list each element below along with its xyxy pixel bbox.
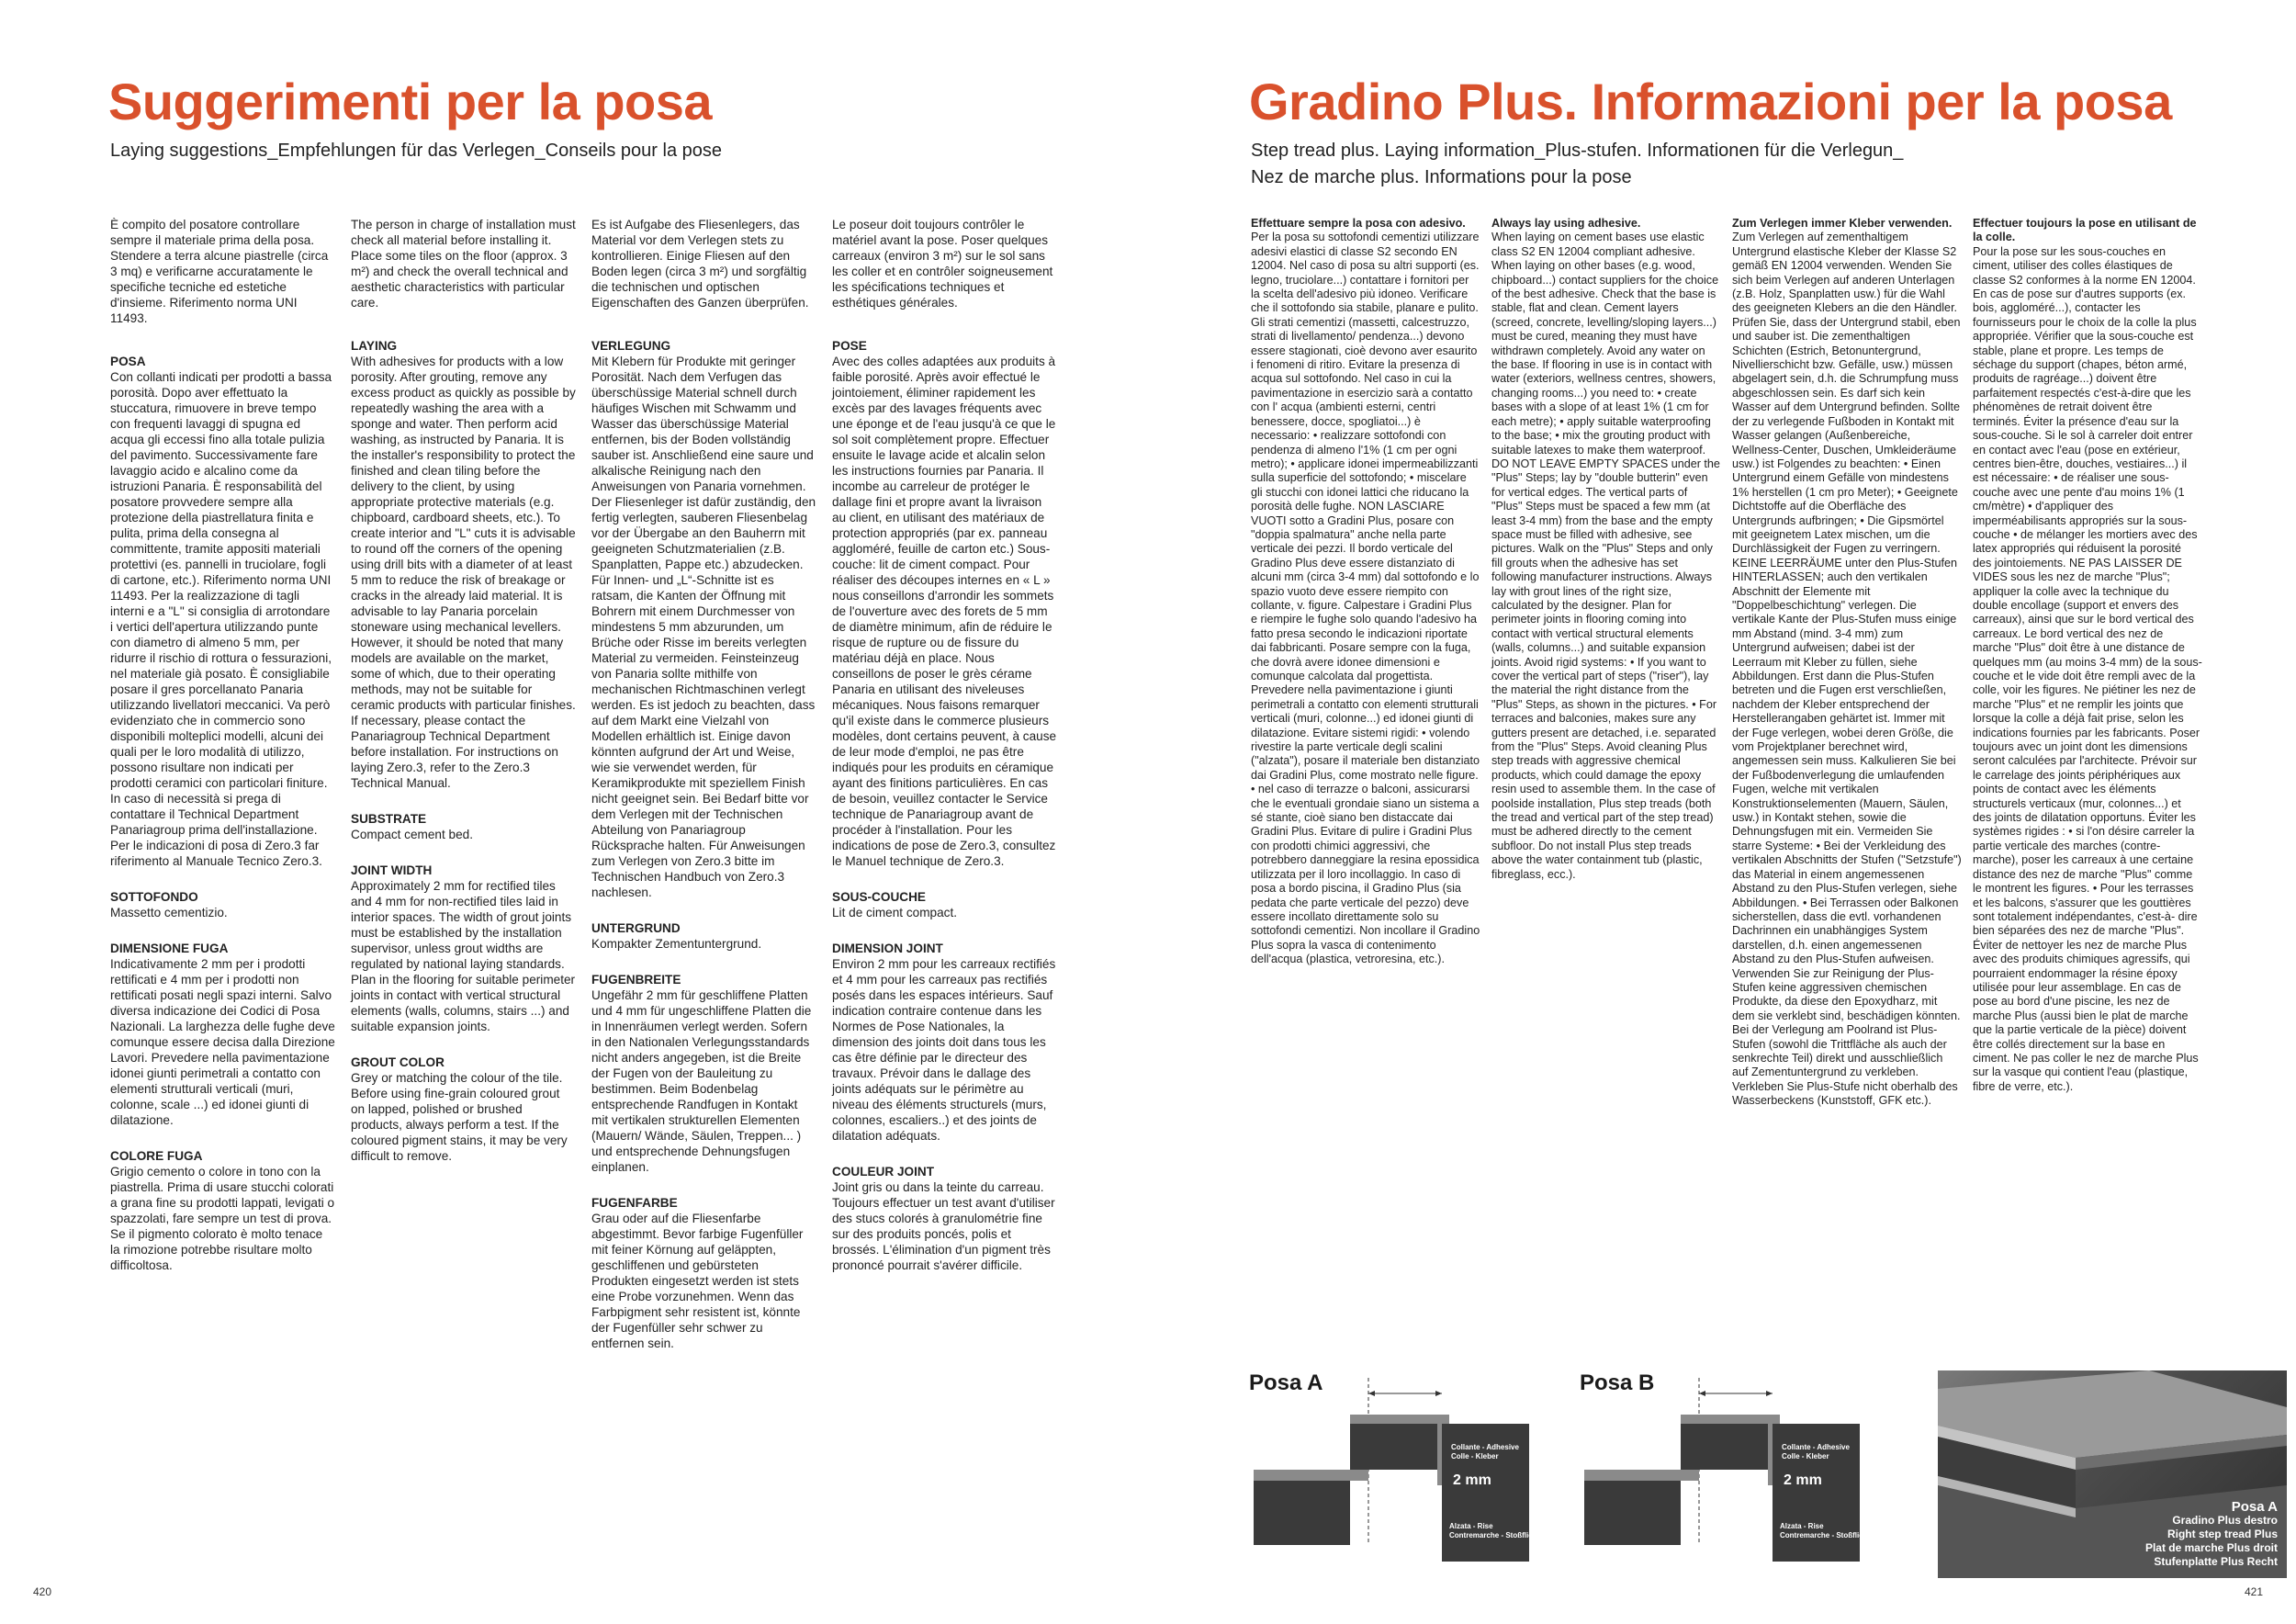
page-title: Suggerimenti per la posa <box>108 73 713 130</box>
column-french <box>832 217 1057 1273</box>
section-text: Mit Klebern für Produkte mit geringer Porosität. Nach dem Verfugen das überschüssige Material schnell durch häufiges Wischen mit Schwamm und Wasser das überschüssige Material entfernen, bis der Boden vollständig sauber ist. Anschließend eine saure und alkalische Reinigung nach den Anweisungen von Panaria vornehmen. Der Fliesenleger ist dafür zuständig, den fertig verlegten, sauberen Fliesenbelag vor der Übergabe an den Bauherrn mit geeigneten Schutzmaterialien (z.B. Spanplatten, Pappe etc.) abzudecken. Für Innen- und „L“-Schnitte ist es ratsam, die Kanten der Öffnung mit Bohrern mit einem Durchmesser von mindestens 5 mm abzurunden, um Brüche oder Risse im bereits verlegten Material zu vermeiden. Feinsteinzeug von Panaria sollte mithilfe von mechanischen Richtmaschinen verlegt werden. Es ist jedoch zu beachten, dass auf dem Markt eine Vielzahl von Modellen erhältlich ist. Einige davon könnten aufgrund der Art und Weise, wie sie verwendet werden, für Keramikprodukte mit speziellem Finish nicht geeignet sein. Bei Bedarf bitte vor dem Verlegen mit der Technischen Abteilung von Panariagroup Rücksprache halten. Für Anweisungen zum Verlegen von Zero.3 bitte im Technischen Handbuch von Zero.3 nachlesen. <box>591 355 816 899</box>
page-subtitle: Laying suggestions_Empfehlungen für das Verlegen_Conseils pour la pose <box>110 141 723 161</box>
column-english <box>1491 217 1721 882</box>
intro-text: The person in charge of installation must check all material before installing it. Place some tiles on the floor (approx. 3 m²) and check the overall technical and aesthetic characteristics with particular care. <box>351 218 576 310</box>
column-italian <box>1251 217 1480 967</box>
section-heading: UNTERGRUND <box>591 921 681 935</box>
gap-label: 2 mm <box>1784 1472 1822 1488</box>
adhesive-label: Colle - Kleber <box>1451 1452 1499 1460</box>
intro-text: Es ist Aufgabe des Fliesenlegers, das Material vor dem Verlegen stets zu kontrollieren. Einige Fliesen auf den Boden legen (circa 3 m²) und sorgfältig die technischen und optischen Eigenschaften des Ganzen überprüfen. <box>591 218 809 310</box>
section-text: Massetto cementizio. <box>110 906 228 919</box>
section-heading: COULEUR JOINT <box>832 1165 935 1179</box>
column-text: When laying on cement bases use elastic class S2 EN 12004 compliant adhesive. When laying on other bases (e.g. wood, chipboard...) contact suppliers for the choice of the best adhesive. Check that the base is stable, flat and clean. Cement layers (screed, concrete, levelling/sloping layers...) must be cured, meaning they must have withdrawn completely. Avoid any water on the base. If flooring in use is in contact with water (exteriors, wellness centres, showers, changing rooms...) you need to: • create bases with a slope of at least 1% (1 cm for each metre); • apply suitable waterproofing to the base; • mix the grouting product with suitable latexes to make them waterproof. DO NOT LEAVE EMPTY SPACES under the "Plus" Steps; lay by "double butterin" even for vertical edges. The vertical parts of "Plus" Steps must be spaced a few mm (at least 3-4 mm) from the base and the empty space must be filled with adhesive, see pictures. Walk on the "Plus" Steps and only fill grouts when the adhesive has set following manufacturer instructions. Always lay with grout lines of the right size, calculated by the designer. Plan for perimeter joints in flooring coming into contact with vertical structural elements (walls, columns...) and suitable expansion joints. Avoid rigid systems: • If you want to cover the vertical part of steps ("riser"), lay the material the right distance from the "Plus" Steps, as shown in the pictures. • For terraces and balconies, makes sure any gutters present are detached, i.e. separated from the "Plus" Steps. Avoid cleaning Plus step treads with aggressive chemical products, which could damage the epoxy resin used to assemble them. In the case of poolside installation, Plus step treads (both the tread and vertical part of the step tread) must be adhered directly to the cement subfloor. Do not install Plus step treads above the water containment tub (plastic, fibreglass, ecc.). <box>1491 231 1720 881</box>
section-heading: GROUT COLOR <box>351 1055 445 1069</box>
page-number: 421 <box>2244 1585 2263 1598</box>
page-title: Gradino Plus. Informazioni per la posa <box>1249 73 2172 130</box>
section-text: Joint gris ou dans la teinte du carreau. Toujours effectuer un test avant d'utiliser des stucs colorés à granulométrie fine sur des produits poncés, polis et brossés. L'élimination d'un pigment très prononcé pourrait s'avérer difficile. <box>832 1180 1055 1272</box>
step-photo <box>1938 1370 2287 1578</box>
column-german <box>1732 217 1962 1109</box>
section-text: Con collanti indicati per prodotti a bassa porosità. Dopo aver effettuato la stuccatura, rimuovere in breve tempo con frequenti lavaggi di spugna ed acqua gli eccessi fino alla totale pulizia del pavimento. Successivamente fare lavaggio acido e alcalino come da istruzioni Panaria. È responsabilità del posatore provvedere sempre alla protezione della piastrellatura finita e pulita, prima della consegna al committente, tramite appositi materiali protettivi (es. pannelli in truciolare, fogli di cartone, etc.). Riferimento norma UNI 11493. Per la realizzazione di tagli interni e a "L" si consiglia di arrotondare i vertici dell'apertura utilizzando punte con diametro di almeno 5 mm, per ridurre il rischio di rottura o fessurazioni, nel materiale già posato. È consigliabile posare il gres porcellanato Panaria utilizzando livellatori meccanici. Va però evidenziato che in commercio sono disponibili molteplici modelli, alcuni dei quali per le loro modalità di utilizzo, possono risultare non indicati per prodotti ceramici con particolari finiture. In caso di necessità si prega di contattare il Technical Department Panariagroup prima dell'installazione. Per le indicazioni di posa di Zero.3 far riferimento al Manuale Tecnico Zero.3. <box>110 370 332 868</box>
section-text: Ungefähr 2 mm für geschliffene Platten und 4 mm für ungeschliffene Platten die in Innenräumen verlegt werden. Sofern in den Nationalen Verlegungsstandards nicht anders angegeben, ist die Breite der Fugen von der Bauleitung zu bestimmen. Beim Bodenbelag entsprechende Randfugen in Kontakt mit vertikalen strukturellen Elementen (Mauern/ Wände, Säulen, Treppen... ) und entsprechende Dehnungsfugen einplanen. <box>591 988 812 1174</box>
adhesive-label: Colle - Kleber <box>1782 1452 1829 1460</box>
section-text: Grigio cemento o colore in tono con la piastrella. Prima di usare stucchi colorati a grana fine su prodotti lappati, levigati o spazzolati, fare sempre un test di prova. Se il pigmento colorato è molto tenace la rimozione potrebbe risultare molto difficoltosa. <box>110 1165 335 1272</box>
diagram-posa-a <box>1249 1370 1552 1563</box>
section-text: Approximately 2 mm for rectified tiles and 4 mm for non-rectified tiles laid in interior spaces. The width of grout joints must be established by the installation supervisor, unless grout widths are regulated by national laying standards. Plan in the flooring for suitable perimeter joints in contact with vertical structural elements (walls, columns, stairs ...) and suitable expansion joints. <box>351 879 576 1033</box>
section-heading: POSE <box>832 339 867 353</box>
section-heading: DIMENSION JOINT <box>832 942 943 955</box>
section-text: Avec des colles adaptées aux produits à faible porosité. Après avoir effectué le jointoiement, éliminer rapidement les excès par des lavages fréquents avec une éponge et de l'eau jusqu'à ce que le sol soit complètement propre. Effectuer ensuite le lavage acide et alcalin selon les instructions fournies par Panaria. Il incombe au carreleur de protéger le dallage fini et propre avant la livraison au client, en utilisant des matériaux de protection appropriés (par ex. panneau aggloméré, feuille de carton etc.) Sous-couche: lit de ciment compact. Pour réaliser des découpes internes en « L » nous conseillons d'arrondir les sommets de l'ouverture avec des forets de 5 mm de diamètre minimum, afin de réduire le risque de rupture ou de fissure du matériau déjà en place. Nous conseillons de poser le grès cérame Panaria en utilisant des niveleuses mécaniques. Nous faisons remarquer qu'il existe dans le commerce plusieurs modèles, dont certains peuvent, à cause de leur mode d'emploi, ne pas être indiqués pour les produits en céramique ayant des finitions particulières. En cas de besoin, veuillez contacter le Service technique de Panariagroup avant de procéder à l'installation. Pour les indications de pose de Zero.3, consultez le Manuel technique de Zero.3. <box>832 355 1057 868</box>
section-text: Kompakter Zementuntergrund. <box>591 937 762 951</box>
caption-line: Stufenplatte Plus Recht <box>2154 1555 2278 1568</box>
diagram-label: Posa B <box>1580 1370 1655 1395</box>
section-text: With adhesives for products with a low porosity. After grouting, remove any excess product as quickly as possible by repeatedly washing the area with a sponge and water. Then perform acid washing, as instructed by Panaria. It is the installer's responsibility to protect the finished and clean tiling before the delivery to the client, by using appropriate protective materials (e.g. chipboard, cardboard sheets, etc.). To create interior and "L" cuts it is advisable to round off the corners of the opening using drill bits with a diameter of at least 5 mm to reduce the risk of breakage or cracks in the already laid material. It is advisable to lay Panaria porcelain stoneware using mechanical levellers. However, it should be noted that many models are available on the market, some of which, due to their operating methods, may not be suitable for ceramic products with particular finishes. If necessary, please contact the Panariagroup Technical Department before installation. For instructions on laying Zero.3, refer to the Zero.3 Technical Manual. <box>351 355 576 790</box>
column-text: Pour la pose sur les sous-couches en ciment, utiliser des colles élastiques de classe S2 conformes à la norme EN 12004. En cas de pose sur d'autres supports (ex. bois, aggloméré...), contacter les fournisseurs pour le choix de la colle la plus appropriée. Vérifier que la sous-couche est stable, plane et propre. Les temps de séchage du support (chapes, béton armé, produits de ragréage...) doivent être parfaitement respectés c'est-à-dire que les phénomènes de retrait doivent être terminés. Éviter la présence d'eau sur la sous-couche. Si le sol à carreler doit entrer en contact avec l'eau (pose en extérieur, centres bien-être, douches, vestiaires...) il est nécessaire: • de réaliser une sous-couche avec une pente d'au moins 1% (1 cm/mètre) • d'appliquer des imperméabilisants appropriés sur la sous-couche • de mélanger les mortiers avec des latex appropriés qui réduisent la porosité des jointoiements. NE PAS LAISSER DE VIDES sous les nez de marche "Plus"; appliquer la colle avec la technique du double encollage (support et envers des carreaux), ainsi que sur le bord vertical des carreaux. Le bord vertical des nez de marche "Plus" doit être à une distance de quelques mm (au moins 3-4 mm) de la sous-couche et le vide doit être rempli avec de la colle, voir les figures. Ne piétiner les nez de marche "Plus" et ne remplir les joints que lorsque la colle a déjà fait prise, selon les indications fournies par les fabricants. Poser toujours avec un joint dont les dimensions seront calculées par l'architecte. Prévoir sur le carrelage des joints périphériques aux points de contact avec les éléments structurels verticaux (mur, colonnes...) et des joints de dilatation opportuns. Éviter les systèmes rigides : • si l'on désire carreler la partie verticale des marches (contre-marche), poser les carreaux à une certaine distance des nez de marche "Plus" comme le montrent les figures. • Pour les terrasses et les balcons, s'assurer que les gouttières sont totalement indépendantes, c'est-à- dire bien séparées des nez de marche "Plus". Éviter de nettoyer les nez de marche Plus avec des produits chimiques agressifs, qui pourraient endommager la résine époxy utilisée pour leur assemblage. En cas de pose au bord d'une piscine, les nez de marche Plus (aussi bien le plat de marche que la partie verticale de la pièce) doivent être collés directement sur la base en ciment. Ne pas coller le nez de marche Plus sur la vasque qui contient l'eau (plastique, fibre de verre, etc.). <box>1973 244 2202 1093</box>
subtitle-line: Nez de marche plus. Informations pour la pose <box>1251 167 1632 187</box>
right-page <box>1148 0 2296 1624</box>
intro-text: Le poseur doit toujours contrôler le matériel avant la pose. Poser quelques carreaux (environ 3 m²) sur le sol sans les coller et en contrôler soigneusement les spécifications techniques et esthétiques générales. <box>832 218 1053 310</box>
section-heading: DIMENSIONE FUGA <box>110 942 229 955</box>
caption-line: Gradino Plus destro <box>2172 1514 2278 1527</box>
column-heading: Zum Verlegen immer Kleber verwenden. <box>1732 217 1953 230</box>
gap-label: 2 mm <box>1453 1472 1491 1488</box>
caption-line: Posa A <box>2231 1499 2278 1515</box>
page-number: 420 <box>33 1585 52 1598</box>
section-heading: SOUS-COUCHE <box>832 890 926 904</box>
section-text: Indicativamente 2 mm per i prodotti rettificati e 4 mm per i prodotti non rettificati posati negli spazi interni. Salvo diversa indicazione dei Codici di Posa Nazionali. La larghezza delle fughe deve comunque essere decisa dalla Direzione Lavori. Prevedere nella pavimentazione idonei giunti perimetrali a contatto con elementi strutturali verticali (muri, colonne, scale ...) ed idonei giunti di dilatazione. <box>110 957 335 1127</box>
section-text: Compact cement bed. <box>351 828 473 841</box>
rise-label: Contremarche - Stoßfliese <box>1449 1531 1541 1539</box>
step-section-diagram <box>1249 1370 1552 1563</box>
intro-text: È compito del posatore controllare sempre il materiale prima della posa. Stendere a terra alcune piastrelle (circa 3 mq) e verificarne accuratamente le specifiche tecniche ed estetiche d'insieme. Riferimento norma UNI 11493. <box>110 218 329 325</box>
column-french <box>1973 217 2202 1094</box>
column-heading: Effettuare sempre la posa con adesivo. <box>1251 217 1466 230</box>
rise-label: Alzata - Rise <box>1780 1522 1824 1530</box>
rise-label: Alzata - Rise <box>1449 1522 1493 1530</box>
column-text: Per la posa su sottofondi cementizi utilizzare adesivi elastici di classe S2 secondo EN 12004. Nel caso di posa su altri supporti (es. legno, truciolare...) contattare i fornitori per la scelta dell'adesivo più idoneo. Verificare che il sottofondo sia stabile, planare e pulito. Gli strati cementizi (massetti, calcestruzzo, strati di livellamento/ pendenza...) devono essere stagionati, cioè devono aver esaurito i fenomeni di ritiro. Evitare la presenza di acqua sul sottofondo. Nel caso in cui la pavimentazione in esercizio sarà a contatto con l' acqua (ambienti esterni, centri benessere, docce, spogliatoi...) è necessario: • realizzare sottofondi con pendenza di almeno l'1% (1 cm per ogni metro); • applicare idonei impermeabilizzanti sulla superficie del sottofondo; • miscelare gli stucchi con idonei lattici che riducano la porosità delle fughe. NON LASCIARE VUOTI sotto a Gradini Plus, posare con "doppia spalmatura" anche nella parte verticale dei pezzi. Il bordo verticale del Gradino Plus deve essere distanziato di alcuni mm (circa 3-4 mm) dal sottofondo e lo spazio vuoto deve essere riempito con collante, v. figure. Calpestare i Gradini Plus e riempire le fughe solo quando l'adesivo ha fatto presa secondo le indicazioni riportate dai fabbricanti. Posare sempre con la fuga, che dovrà avere idonee dimensioni e comunque calcolata dal progettista. Prevedere nella pavimentazione i giunti perimetrali a contatto con elementi strutturali verticali (muri, colonne...) ed idonei giunti di dilatazione. Evitare sistemi rigidi: • volendo rivestire la parte verticale degli scalini ("alzata"), posare il materiale ben distanziato dai Gradini Plus, come mostrato nelle figure. • nel caso di terrazze o balconi, assicurarsi che le eventuali grondaie siano un sistema a sé stante, cioè siano ben distaccate dai Gradini Plus. Evitare di pulire i Gradini Plus con prodotti chimici aggressivi, che potrebbero danneggiare la resina epossidica utilizzata per il loro incollaggio. In caso di posa a bordo piscina, il Gradino Plus (sia pedata che parte verticale del pezzo) deve essere incollato direttamente solo su sottofondi cementizi. Non incollare il Gradino Plus sopra la vasca di contenimento dell'acqua (plastica, vetroresina, etc.). <box>1251 231 1480 966</box>
column-italian <box>110 217 335 1273</box>
rise-label: Contremarche - Stoßfliese <box>1780 1531 1872 1539</box>
section-text: Lit de ciment compact. <box>832 906 957 919</box>
section-text: Grau oder auf die Fliesenfarbe abgestimmt. Bevor farbige Fugenfüller mit feiner Körnung auf geläppten, geschliffenen und gebürsteten Produkten eingesetzt werden ist stets eine Probe vorzunehmen. Wenn das Farbpigment sehr resistent ist, könnte der Fugenfüller sehr schwer zu entfernen sein. <box>591 1212 804 1350</box>
adhesive-label: Collante - Adhesive <box>1782 1443 1850 1451</box>
section-heading: COLORE FUGA <box>110 1149 203 1163</box>
adhesive-label: Collante - Adhesive <box>1451 1443 1519 1451</box>
section-text: Grey or matching the colour of the tile. Before using fine-grain coloured grout on lapped, polished or brushed products, always perform a test. If the coloured pigment stains, it may be very difficult to remove. <box>351 1071 568 1163</box>
column-german <box>591 217 816 1351</box>
step-section-diagram <box>1580 1370 1883 1563</box>
section-heading: POSA <box>110 355 146 368</box>
diagram-label: Posa A <box>1249 1370 1323 1395</box>
column-english <box>351 217 576 1164</box>
section-heading: LAYING <box>351 339 398 353</box>
section-heading: VERLEGUNG <box>591 339 671 353</box>
section-heading: FUGENBREITE <box>591 973 681 987</box>
section-heading: SOTTOFONDO <box>110 890 198 904</box>
section-heading: JOINT WIDTH <box>351 863 433 877</box>
subtitle-line: Step tread plus. Laying information_Plus-stufen. Informationen für die Verlegun_ <box>1251 141 1904 161</box>
column-heading: Effectuer toujours la pose en utilisant de la colle. <box>1973 217 2197 244</box>
diagram-posa-b <box>1580 1370 1883 1563</box>
section-text: Environ 2 mm pour les carreaux rectifiés et 4 mm pour les carreaux pas rectifiés posés dans les espaces intérieurs. Sauf indication contraire contenue dans les Normes de Pose Nationales, la dimension des joints doit dans tous les cas être définie par le directeur des travaux. Prévoir dans le dallage des joints adéquats sur le périmètre au niveau des éléments structurels (murs, colonnes, escaliers..) et des joints de dilatation adéquats. <box>832 957 1056 1143</box>
caption-line: Plat de marche Plus droit <box>2144 1541 2278 1554</box>
column-heading: Always lay using adhesive. <box>1491 217 1641 230</box>
column-text: Zum Verlegen auf zementhaltigem Untergrund elastische Kleber der Klasse S2 gemäß EN 12004 verwenden. Wenden Sie sich beim Verlegen auf anderen Unterlagen (z.B. Holz, Spanplatten usw.) für die Wahl des geeigneten Klebers an die den Händler. Prüfen Sie, dass der Untergrund stabil, eben und sauber ist. Die zementhaltigen Schichten (Estrich, Betonuntergrund, Nivellierschicht bzw. Gefälle, usw.) müssen abgelagert sein, d.h. die Schrumpfung muss abgeschlossen sein. Es darf sich kein Wasser auf dem Untergrund befinden. Sollte der zu verlegende Fußboden in Kontakt mit Wasser gelangen (Außenbereiche, Wellness-Center, Duschen, Umkleideräume usw.) ist Folgendes zu beachten: • Einen Untergrund einem Gefälle von mindestens 1% herstellen (1 cm pro Meter); • Geeignete Dichtstoffe auf die Oberfläche des Untergrunds aufbringen; • Die Gipsmörtel mit geeignetem Latex mischen, um die Durchlässigkeit der Fugen zu verringern. KEINE LEERRÄUME unter den Plus-Stufen HINTERLASSEN; auch den vertikalen Abschnitt der Elemente mit "Doppelbeschichtung" verlegen. Die vertikale Kante der Plus-Stufen muss einige mm Abstand (mind. 3-4 mm) zum Untergrund aufweisen; dabei ist der Leerraum mit Kleber zu füllen, siehe Abbildungen. Erst dann die Plus-Stufen betreten und die Fugen erst verschließen, nachdem der Kleber entsprechend der Herstellerangaben gehärtet ist. Immer mit der Fuge verlegen, wobei deren Größe, die vom Projektplaner berechnet wird, angemessen sein muss. Kalkulieren Sie bei der Fußbodenverlegung die umlaufenden Fugen, welche mit vertikalen Konstruktionselementen (Mauern, Säulen, usw.) in Kontakt stehen, sowie die Dehnungsfugen mit ein. Vermeiden Sie starre Systeme: • Bei der Verkleidung des vertikalen Abschnitts der Stufen ("Setzstufe") das Material in einem angemessenen Abstand zu den Plus-Stufen verlegen, siehe Abbildungen. • Bei Terrassen oder Balkonen sicherstellen, dass die evtl. vorhandenen Dachrinnen ein unabhängiges System darstellen, d.h. einen angemessenen Abstand zu den Plus-Stufen aufweisen. Verwenden Sie zur Reinigung der Plus-Stufen keine aggressiven chemischen Produkte, da diese den Epoxydharz, mit dem sie verklebt sind, beschädigen könnten. Bei der Verlegung am Poolrand ist Plus-Stufen (sowohl die Trittfläche als auch der senkrechte Teil) direkt und ausschließlich auf Zementuntergrund zu verkleben. Verkleben Sie Plus-Stufe nicht oberhalb des Wasserbeckens (Kunststoff, GFK etc.). <box>1732 231 1962 1108</box>
photo-caption <box>2145 1500 2278 1569</box>
section-heading: SUBSTRATE <box>351 812 427 826</box>
section-heading: FUGENFARBE <box>591 1196 678 1210</box>
caption-line: Right step tread Plus <box>2167 1528 2278 1540</box>
page-subtitle <box>1251 138 1903 191</box>
